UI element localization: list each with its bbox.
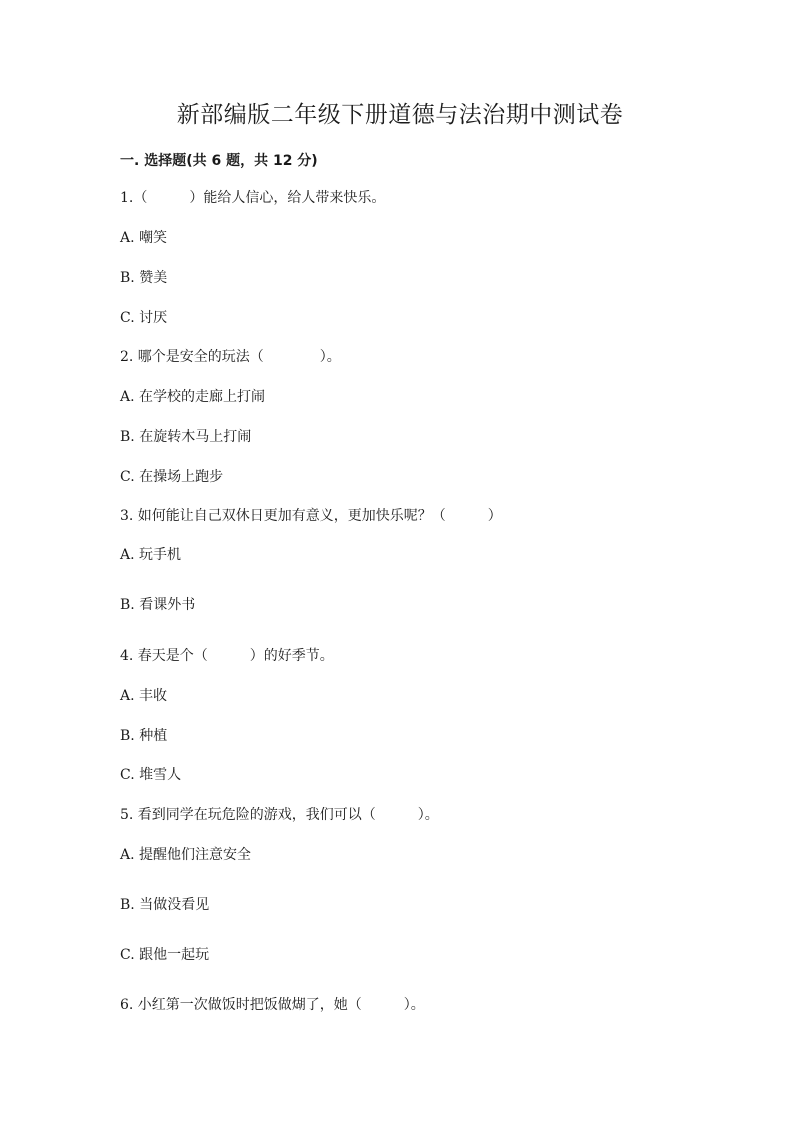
question-1-option-a: A. 嘲笑 bbox=[120, 230, 168, 246]
section-heading: 一. 选择题(共 6 题，共 12 分) bbox=[120, 153, 318, 169]
question-1-option-c: C. 讨厌 bbox=[120, 310, 168, 326]
question-4-option-b: B. 种植 bbox=[120, 728, 168, 744]
question-3-option-a: A. 玩手机 bbox=[120, 547, 182, 563]
question-2-stem: 2. 哪个是安全的玩法（ ）。 bbox=[120, 349, 341, 365]
question-3-option-b: B. 看课外书 bbox=[120, 597, 196, 613]
question-3-stem: 3. 如何能让自己双休日更加有意义，更加快乐呢？（ ） bbox=[120, 508, 502, 524]
question-2-option-b: B. 在旋转木马上打闹 bbox=[120, 429, 252, 445]
question-1-option-b: B. 赞美 bbox=[120, 270, 168, 286]
question-5-stem: 5. 看到同学在玩危险的游戏，我们可以（ ）。 bbox=[120, 807, 439, 823]
question-5-option-a: A. 提醒他们注意安全 bbox=[120, 847, 252, 863]
question-2-option-c: C. 在操场上跑步 bbox=[120, 469, 224, 485]
question-4-option-a: A. 丰收 bbox=[120, 688, 168, 704]
question-6-stem: 6. 小红第一次做饭时把饭做煳了，她（ ）。 bbox=[120, 997, 425, 1013]
question-5-option-b: B. 当做没看见 bbox=[120, 897, 210, 913]
question-4-option-c: C. 堆雪人 bbox=[120, 767, 182, 783]
question-1-stem: 1.（ ）能给人信心，给人带来快乐。 bbox=[120, 190, 386, 206]
question-5-option-c: C. 跟他一起玩 bbox=[120, 947, 210, 963]
page-title: 新部编版二年级下册道德与法治期中测试卷 bbox=[176, 102, 624, 128]
question-4-stem: 4. 春天是个（ ）的好季节。 bbox=[120, 648, 334, 664]
question-2-option-a: A. 在学校的走廊上打闹 bbox=[120, 389, 266, 405]
